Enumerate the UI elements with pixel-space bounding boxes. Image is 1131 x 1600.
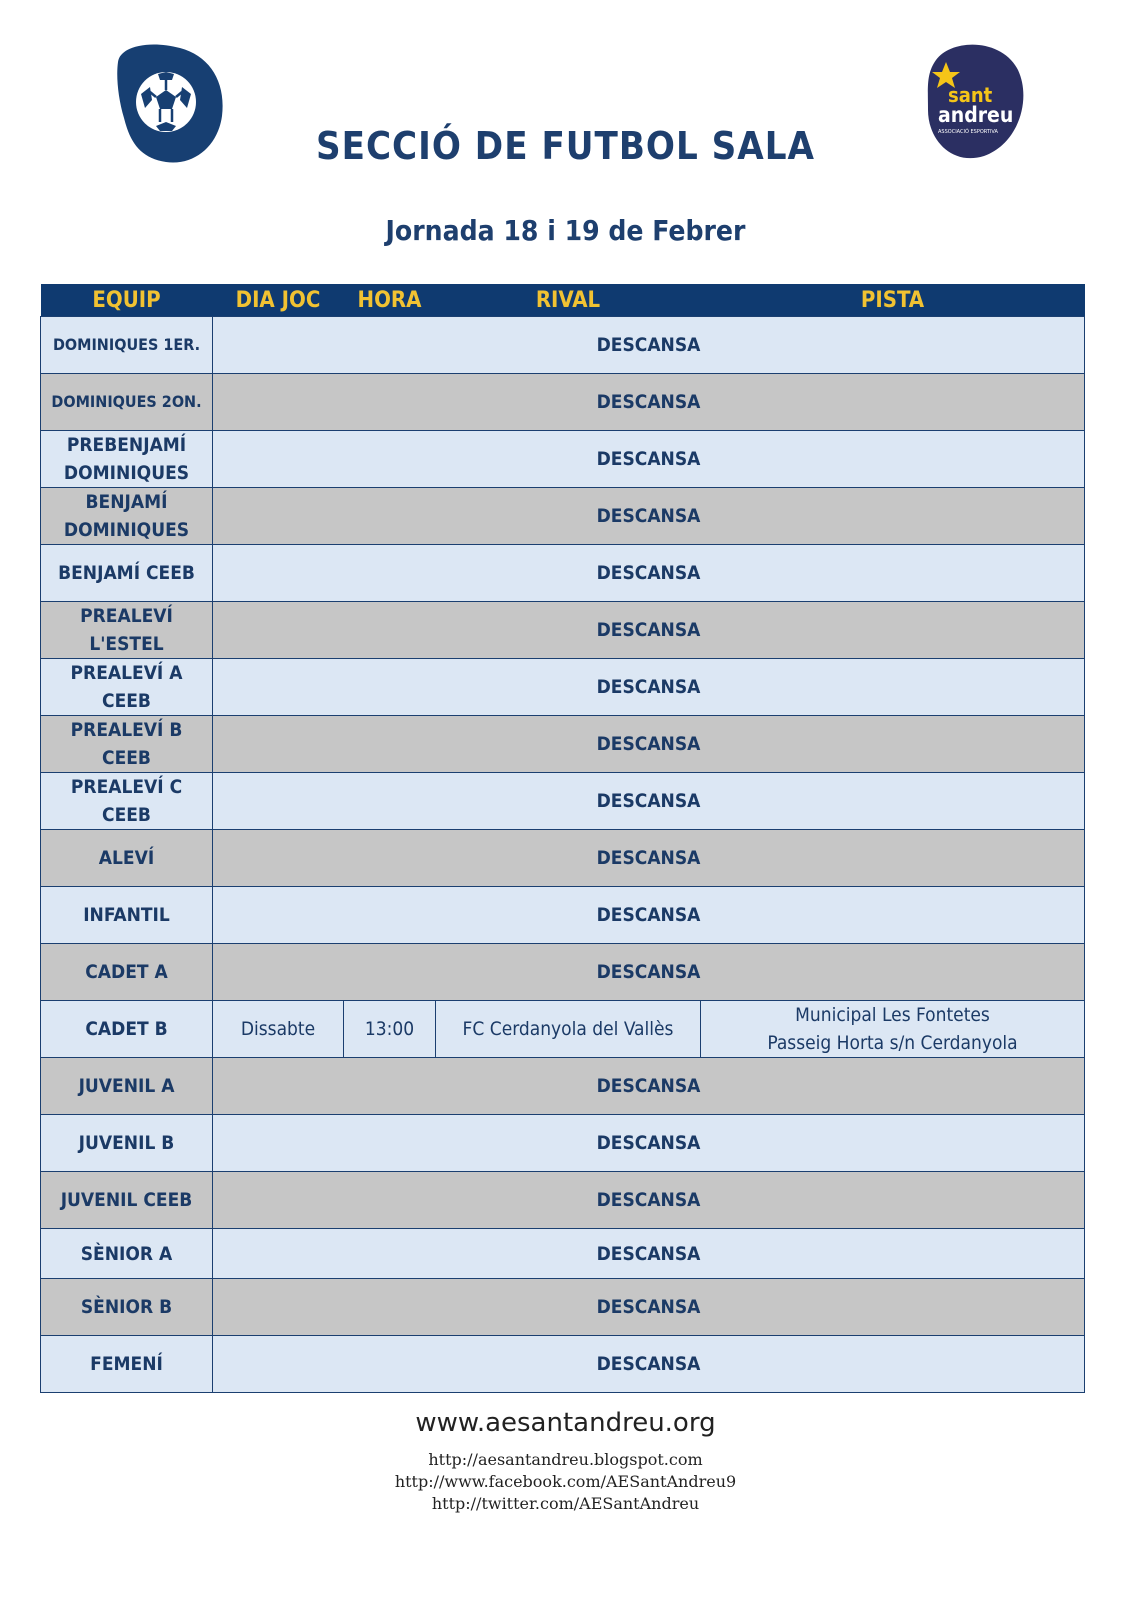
column-header-pista: PISTA bbox=[701, 284, 1085, 317]
venue-cell bbox=[701, 1001, 1085, 1058]
table-row bbox=[41, 1172, 1085, 1229]
team-cell: DOMINIQUES 2ON. bbox=[41, 374, 213, 431]
svg-text:sant: sant bbox=[948, 83, 993, 107]
schedule-table bbox=[40, 284, 1085, 1393]
status-cell: DESCANSA bbox=[213, 944, 1085, 1001]
status-cell: DESCANSA bbox=[213, 1336, 1085, 1393]
table-row bbox=[41, 944, 1085, 1001]
team-cell: PREALEVÍ C CEEB bbox=[41, 773, 213, 830]
status-cell: DESCANSA bbox=[213, 374, 1085, 431]
column-header-rival: RIVAL bbox=[436, 284, 701, 317]
status-cell: DESCANSA bbox=[213, 1229, 1085, 1279]
table-row bbox=[41, 317, 1085, 374]
table-row bbox=[41, 545, 1085, 602]
table-row bbox=[41, 1115, 1085, 1172]
team-cell: ALEVÍ bbox=[41, 830, 213, 887]
team-cell: SÈNIOR A bbox=[41, 1229, 213, 1279]
status-cell: DESCANSA bbox=[213, 716, 1085, 773]
status-cell: DESCANSA bbox=[213, 1172, 1085, 1229]
table-row bbox=[41, 1229, 1085, 1279]
status-cell: DESCANSA bbox=[213, 887, 1085, 944]
status-cell: DESCANSA bbox=[213, 773, 1085, 830]
svg-text:ASSOCIACIÓ ESPORTIVA: ASSOCIACIÓ ESPORTIVA bbox=[938, 129, 998, 135]
status-cell: DESCANSA bbox=[213, 545, 1085, 602]
team-cell: BENJAMÍ DOMINIQUES bbox=[41, 488, 213, 545]
team-cell: JUVENIL B bbox=[41, 1115, 213, 1172]
table-row bbox=[41, 374, 1085, 431]
team-cell: PREALEVÍ B CEEB bbox=[41, 716, 213, 773]
status-cell: DESCANSA bbox=[213, 1058, 1085, 1115]
table-header-row bbox=[41, 284, 1085, 317]
team-cell: PREBENJAMÍ DOMINIQUES bbox=[41, 431, 213, 488]
rival-cell: FC Cerdanyola del Vallès bbox=[436, 1001, 701, 1058]
team-cell: JUVENIL A bbox=[41, 1058, 213, 1115]
status-cell: DESCANSA bbox=[213, 830, 1085, 887]
team-cell: INFANTIL bbox=[41, 887, 213, 944]
team-cell: SÈNIOR B bbox=[41, 1279, 213, 1336]
status-cell: DESCANSA bbox=[213, 1115, 1085, 1172]
column-header-hora: HORA bbox=[344, 284, 436, 317]
table-row bbox=[41, 1058, 1085, 1115]
table-row bbox=[41, 602, 1085, 659]
team-cell: CADET A bbox=[41, 944, 213, 1001]
twitter-link[interactable]: http://twitter.com/AESantAndreu bbox=[431, 1494, 700, 1513]
column-header-dia-joc: DIA JOC bbox=[213, 284, 344, 317]
team-cell: JUVENIL CEEB bbox=[41, 1172, 213, 1229]
table-row bbox=[41, 1336, 1085, 1393]
table-row bbox=[41, 1001, 1085, 1058]
website-link[interactable]: www.aesantandreu.org bbox=[415, 1408, 716, 1438]
status-cell: DESCANSA bbox=[213, 488, 1085, 545]
table-row bbox=[41, 887, 1085, 944]
table-row bbox=[41, 716, 1085, 773]
team-cell: CADET B bbox=[41, 1001, 213, 1058]
venue-address: Passeig Horta s/n Cerdanyola bbox=[767, 1032, 1018, 1054]
blog-link[interactable]: http://aesantandreu.blogspot.com bbox=[428, 1450, 703, 1469]
status-cell: DESCANSA bbox=[213, 431, 1085, 488]
team-cell: FEMENÍ bbox=[41, 1336, 213, 1393]
column-header-equip: EQUIP bbox=[41, 284, 213, 317]
table-row bbox=[41, 431, 1085, 488]
match-time-cell: 13:00 bbox=[344, 1001, 436, 1058]
status-cell: DESCANSA bbox=[213, 659, 1085, 716]
match-day-cell: Dissabte bbox=[213, 1001, 344, 1058]
status-cell: DESCANSA bbox=[213, 317, 1085, 374]
table-row bbox=[41, 773, 1085, 830]
team-cell: BENJAMÍ CEEB bbox=[41, 545, 213, 602]
page-title: SECCIÓ DE FUTBOL SALA bbox=[315, 124, 815, 168]
status-cell: DESCANSA bbox=[213, 1279, 1085, 1336]
table-row bbox=[41, 659, 1085, 716]
facebook-link[interactable]: http://www.facebook.com/AESantAndreu9 bbox=[394, 1472, 737, 1491]
table-row bbox=[41, 1279, 1085, 1336]
table-row bbox=[41, 488, 1085, 545]
team-cell: PREALEVÍ L'ESTEL bbox=[41, 602, 213, 659]
status-cell: DESCANSA bbox=[213, 602, 1085, 659]
page-subtitle: Jornada 18 i 19 de Febrer bbox=[385, 214, 746, 247]
svg-text:andreu: andreu bbox=[938, 103, 1014, 127]
team-cell: PREALEVÍ A CEEB bbox=[41, 659, 213, 716]
team-cell: DOMINIQUES 1ER. bbox=[41, 317, 213, 374]
table-row bbox=[41, 830, 1085, 887]
venue-name: Municipal Les Fontetes bbox=[795, 1004, 990, 1026]
